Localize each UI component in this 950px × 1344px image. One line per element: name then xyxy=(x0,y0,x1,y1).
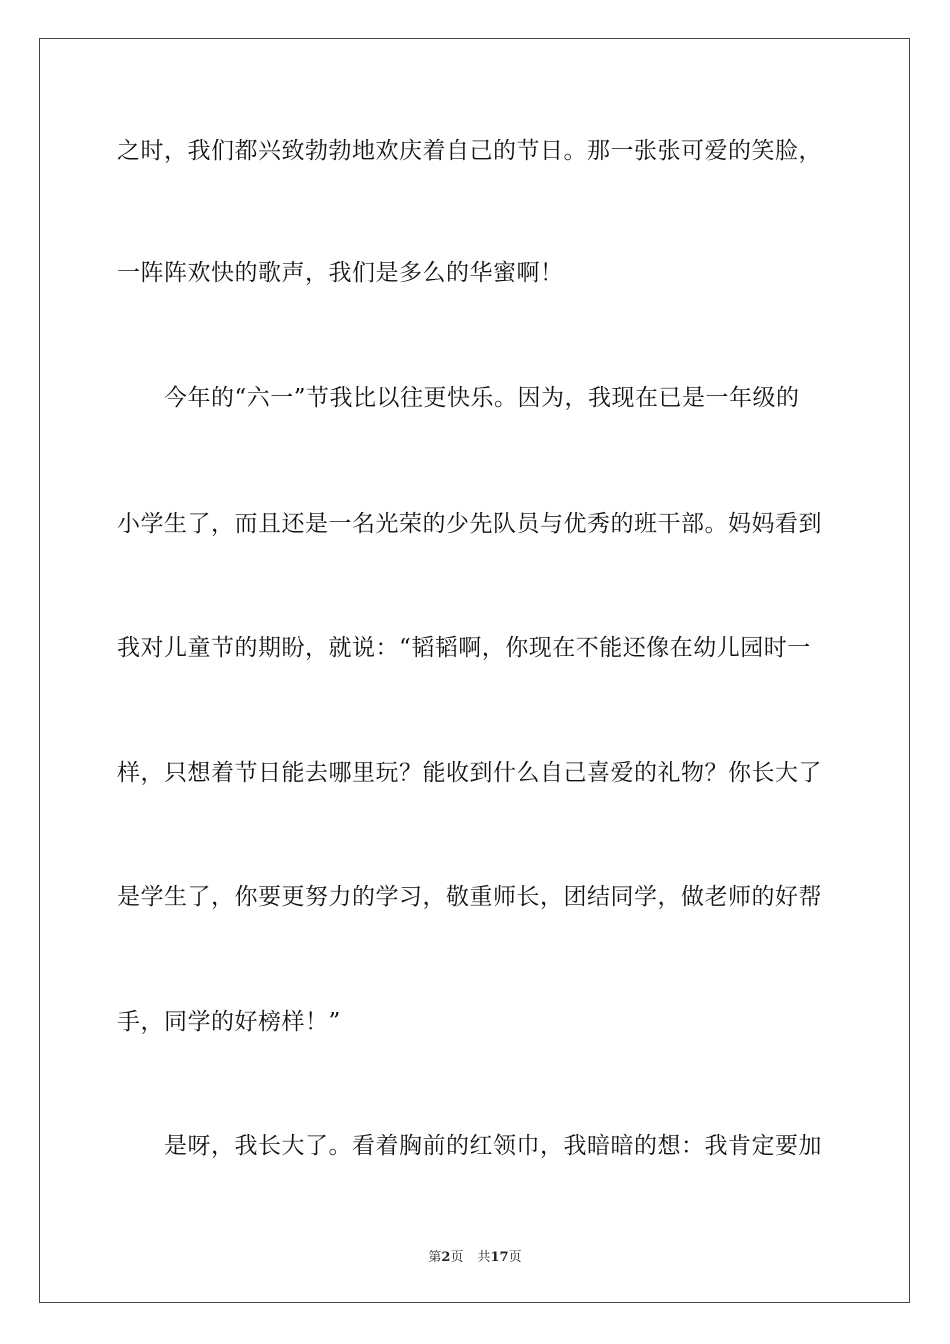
text-line-7: 是学生了，你要更努力的学习，敬重师长，团结同学，做老师的好帮 xyxy=(117,884,822,910)
total-pages: 17 xyxy=(490,1250,509,1265)
text-line-5: 我对儿童节的期盼，就说：“韬韬啊，你现在不能还像在幼儿园时一 xyxy=(117,635,811,661)
text-line-2: 一阵阵欢快的歌声，我们是多么的华蜜啊！ xyxy=(117,260,564,286)
page-border xyxy=(39,38,910,1303)
page-number: 2 xyxy=(441,1250,451,1265)
total-suffix: 页 xyxy=(508,1250,522,1265)
text-line-6: 样，只想着节日能去哪里玩？能收到什么自己喜爱的礼物？你长大了 xyxy=(117,760,822,786)
text-line-3: 今年的“六一”节我比以往更快乐。因为，我现在已是一年级的 xyxy=(164,385,800,411)
page-prefix: 第 xyxy=(428,1250,442,1265)
text-line-4: 小学生了，而且还是一名光荣的少先队员与优秀的班干部。妈妈看到 xyxy=(117,511,822,537)
page-suffix: 页 xyxy=(450,1250,464,1265)
text-line-1: 之时，我们都兴致勃勃地欢庆着自己的节日。那一张张可爱的笑脸， xyxy=(117,138,822,164)
total-prefix: 共 xyxy=(477,1250,491,1265)
text-line-9: 是呀，我长大了。看着胸前的红领巾，我暗暗的想：我肯定要加 xyxy=(164,1133,822,1159)
page-footer xyxy=(0,1246,950,1265)
text-line-8: 手，同学的好榜样！” xyxy=(117,1009,341,1035)
